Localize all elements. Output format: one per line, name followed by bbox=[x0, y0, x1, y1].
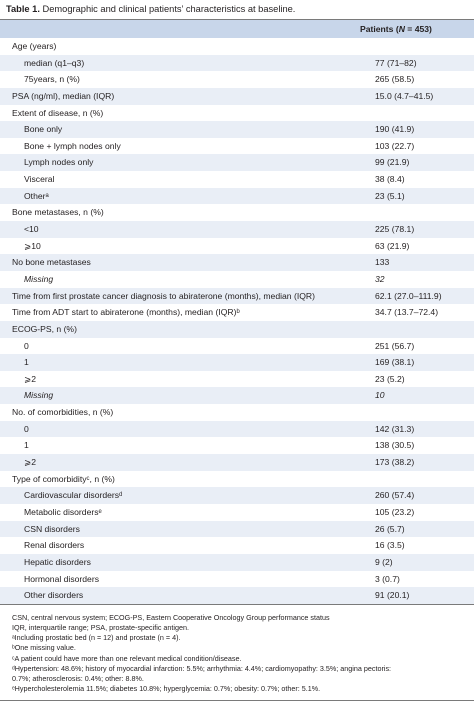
row-value: 138 (30.5) bbox=[375, 440, 415, 451]
row-value: 34.7 (13.7–72.4) bbox=[375, 307, 439, 318]
row-label: Time from first prostate cancer diagnosis to abiraterone (months), median (IQR) bbox=[12, 290, 315, 301]
table-title: Demographic and clinical patients’ characteristics at baseline. bbox=[42, 4, 296, 14]
table-row bbox=[0, 271, 474, 288]
row-label: Metabolic disordersᵉ bbox=[24, 506, 102, 517]
row-label: ⩾2 bbox=[24, 457, 36, 468]
row-label: Extent of disease, n (%) bbox=[12, 107, 104, 118]
table-row bbox=[0, 521, 474, 538]
table-row bbox=[0, 371, 474, 388]
footnote-line: ᵉHypercholesterolemia 11.5%; diabetes 10.8%; hyperglycemia: 0.7%; obesity: 0.7%; other: 5.1%. bbox=[12, 684, 321, 694]
table-row bbox=[0, 188, 474, 205]
table-footnotes bbox=[0, 604, 474, 695]
table-row bbox=[0, 138, 474, 155]
row-label: Hormonal disorders bbox=[24, 573, 99, 584]
row-label: Age (years) bbox=[12, 41, 57, 51]
row-value: 169 (38.1) bbox=[375, 357, 415, 368]
table-row bbox=[0, 571, 474, 588]
row-label: Missing bbox=[24, 273, 54, 284]
table-row bbox=[0, 437, 474, 454]
row-label: Bone + lymph nodes only bbox=[24, 140, 121, 151]
row-value: 103 (22.7) bbox=[375, 140, 415, 151]
row-label: 0 bbox=[24, 340, 29, 351]
row-value: 251 (56.7) bbox=[375, 340, 415, 351]
table-row bbox=[0, 504, 474, 521]
table-row bbox=[0, 338, 474, 355]
row-label: Hepatic disorders bbox=[24, 556, 91, 567]
row-value: 142 (31.3) bbox=[375, 423, 415, 434]
row-value: 63 (21.9) bbox=[375, 240, 410, 251]
row-label: Bone only bbox=[24, 124, 63, 135]
table-row bbox=[0, 471, 474, 488]
table-row bbox=[0, 421, 474, 438]
row-value: 9 (2) bbox=[375, 556, 393, 567]
characteristics-table bbox=[0, 19, 474, 604]
row-value: 32 bbox=[375, 273, 385, 284]
table-row bbox=[0, 154, 474, 171]
table-row bbox=[0, 171, 474, 188]
row-value: 62.1 (27.0–111.9) bbox=[375, 290, 442, 301]
row-value: 133 bbox=[375, 257, 390, 268]
row-label: median (q1–q3) bbox=[24, 57, 85, 68]
table-bottom-rule bbox=[0, 700, 474, 701]
footnote-line: ᵇOne missing value. bbox=[12, 643, 76, 653]
row-label: No. of comorbidities, n (%) bbox=[12, 407, 114, 418]
table-row bbox=[0, 404, 474, 421]
table-row bbox=[0, 487, 474, 504]
table-row bbox=[0, 221, 474, 238]
row-label: Renal disorders bbox=[24, 540, 85, 551]
row-label: No bone metastases bbox=[12, 257, 91, 268]
table-row bbox=[0, 121, 474, 138]
row-label: <10 bbox=[24, 224, 39, 235]
table-row bbox=[0, 88, 474, 105]
table-row bbox=[0, 537, 474, 554]
row-label: 1 bbox=[24, 440, 29, 451]
row-label: Other disorders bbox=[24, 590, 84, 601]
row-value: 225 (78.1) bbox=[375, 224, 415, 235]
footnote-line: CSN, central nervous system; ECOG-PS, Eastern Cooperative Oncology Group performance status bbox=[12, 612, 330, 622]
table-row bbox=[0, 204, 474, 221]
row-value: 105 (23.2) bbox=[375, 506, 415, 517]
table-body bbox=[0, 38, 474, 604]
row-label: Lymph nodes only bbox=[24, 157, 94, 168]
row-value: 15.0 (4.7–41.5) bbox=[375, 90, 434, 101]
row-label: Otherᵃ bbox=[24, 190, 49, 201]
footnote-line: ᶜA patient could have more than one relevant medical condition/disease. bbox=[12, 653, 242, 663]
table-row bbox=[0, 321, 474, 338]
row-label: ⩾2 bbox=[24, 373, 36, 384]
row-value: 265 (58.5) bbox=[375, 74, 415, 85]
row-label: 75years, n (%) bbox=[24, 74, 80, 85]
footnote-line: IQR, interquartile range; PSA, prostate-specific antigen. bbox=[12, 622, 189, 632]
patients-column-header: Patients (N = 453) bbox=[360, 24, 432, 34]
table-row bbox=[0, 288, 474, 305]
table-row bbox=[0, 304, 474, 321]
table-row bbox=[0, 454, 474, 471]
table-row bbox=[0, 387, 474, 404]
row-value: 99 (21.9) bbox=[375, 157, 410, 168]
table-row bbox=[0, 105, 474, 122]
row-value: 10 bbox=[375, 390, 385, 401]
row-value: 190 (41.9) bbox=[375, 124, 415, 135]
row-label: CSN disorders bbox=[24, 523, 80, 534]
table-row bbox=[0, 254, 474, 271]
table-row bbox=[0, 71, 474, 88]
row-value: 26 (5.7) bbox=[375, 523, 405, 534]
row-value: 23 (5.1) bbox=[375, 190, 405, 201]
row-label: ⩾10 bbox=[24, 240, 41, 251]
row-label: Type of comorbidityᶜ, n (%) bbox=[12, 473, 115, 484]
footnote-line: ᵃIncluding prostatic bed (n = 12) and prostate (n = 4). bbox=[12, 633, 181, 643]
row-label: ECOG-PS, n (%) bbox=[12, 323, 77, 334]
row-value: 16 (3.5) bbox=[375, 540, 405, 551]
row-label: Time from ADT start to abiraterone (months), median (IQR)ᵇ bbox=[12, 307, 240, 318]
row-value: 23 (5.2) bbox=[375, 373, 405, 384]
table-row bbox=[0, 554, 474, 571]
table-row bbox=[0, 55, 474, 72]
table-row bbox=[0, 238, 474, 255]
row-label: Bone metastases, n (%) bbox=[12, 207, 104, 218]
row-value: 3 (0.7) bbox=[375, 573, 400, 584]
row-label: Missing bbox=[24, 390, 54, 401]
row-value: 77 (71–82) bbox=[375, 57, 417, 68]
row-value: 260 (57.4) bbox=[375, 490, 415, 501]
row-value: 38 (8.4) bbox=[375, 174, 405, 185]
table-row bbox=[0, 354, 474, 371]
row-value: 173 (38.2) bbox=[375, 457, 415, 468]
table-row bbox=[0, 38, 474, 55]
row-label: 0 bbox=[24, 423, 29, 434]
footnote-line: ᵈHypertension: 48.6%; history of myocardial infarction: 5.5%; arrhythmia: 4.4%; cardiomyopathy: 3.5%; angina pectoris: bbox=[12, 663, 392, 673]
row-label: 1 bbox=[24, 357, 29, 368]
row-value: 91 (20.1) bbox=[375, 590, 410, 601]
row-label: Cardiovascular disordersᵈ bbox=[24, 490, 123, 501]
footnote-line: 0.7%; atherosclerosis: 0.4%; other: 8.8%. bbox=[12, 674, 144, 683]
table-number: Table 1. bbox=[6, 4, 40, 14]
table-caption bbox=[0, 0, 474, 19]
table-header-row bbox=[0, 19, 474, 38]
row-label: Visceral bbox=[24, 174, 55, 185]
row-label: PSA (ng/ml), median (IQR) bbox=[12, 90, 115, 101]
table-row bbox=[0, 587, 474, 604]
